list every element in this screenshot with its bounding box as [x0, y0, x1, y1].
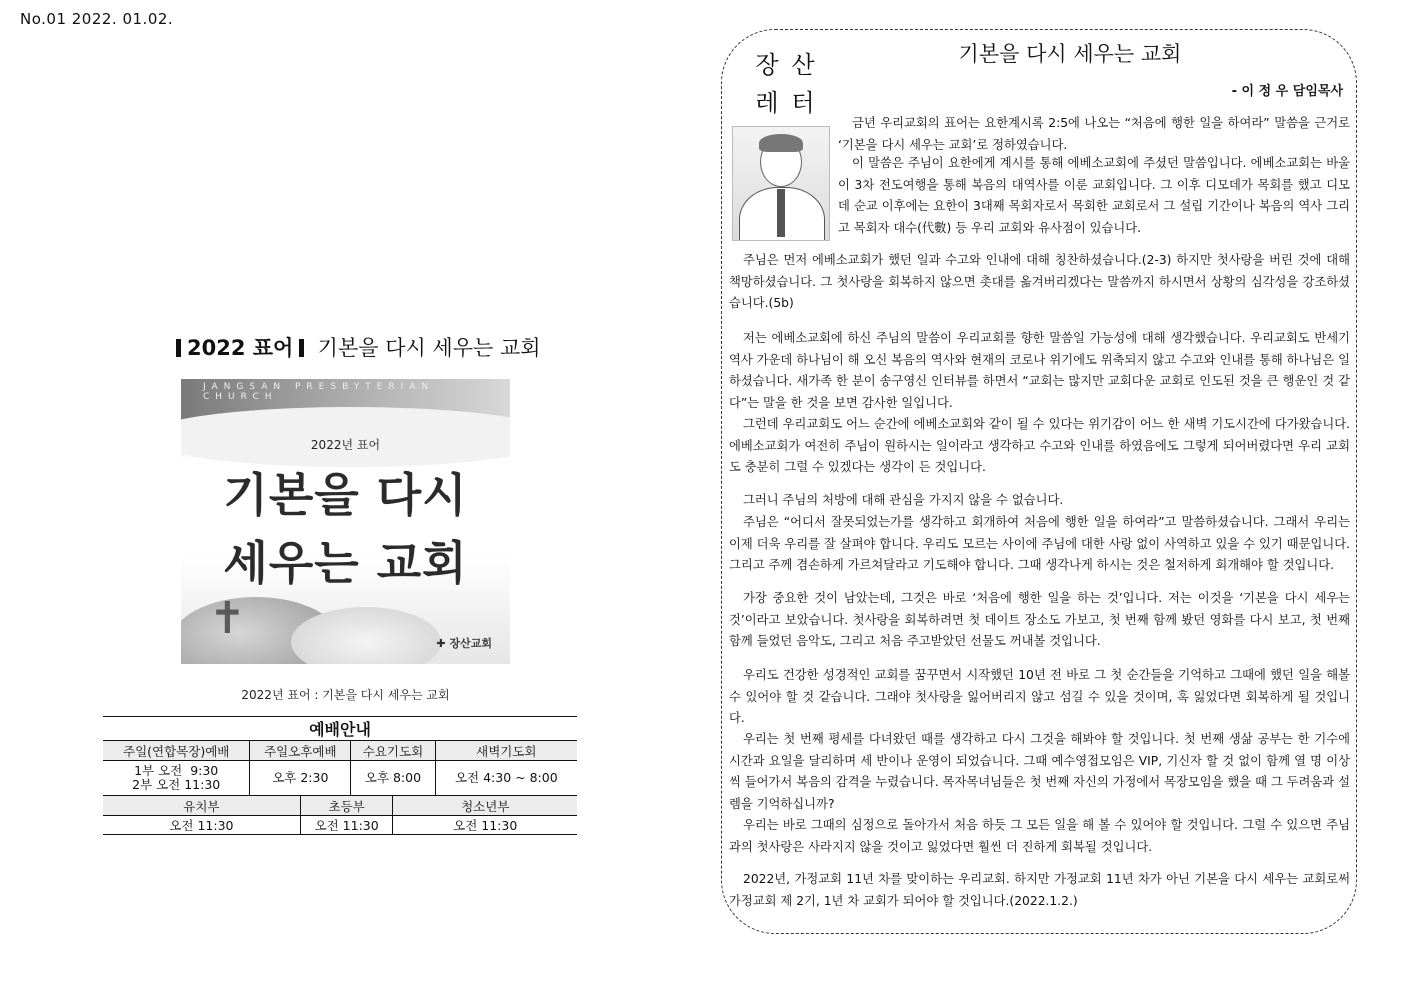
youth-time: 오전 11:30 — [393, 816, 577, 835]
letter-paragraph-11: 우리는 바로 그때의 심정으로 돌아가서 처음 하듯 그 모든 일을 해 볼 수 있어야 할 것입니다. 그럴 수 있으면 주님과의 첫사랑은 사라지지 않을 것이고 잃었다면 훨씬 더 진하게 회복될 것입니다. — [729, 818, 1350, 854]
letter-author: - 이 정 우 담임목사 — [1231, 84, 1343, 99]
worship-title: 예배안내 — [103, 717, 577, 741]
letter-paragraph-4: 저는 에베소교회에 하신 주님의 말씀이 우리교회를 향한 말씀일 가능성에 대해 생각했습니다. 우리교회도 반세기 역사 가운데 하나님이 해 오신 복음의 역사와 현재의 코로나 위기에도 위축되지 않고 수고와 인내를 통해 하나님은 일하셨습니다. 새가족 한 분이 송구영신 인터뷰를 하면서 “교회는 많지만 교회다운 교회로 인도된 것을 큰 행운인 것 같다”는 말을 한 것을 보면 감사한 일입니다. — [729, 331, 1350, 410]
header-youth: 청소년부 — [393, 796, 577, 816]
header-wednesday-prayer: 수요기도회 — [351, 741, 435, 761]
poster-english-text: JANGSAN PRESBYTERIAN CHURCH — [203, 382, 435, 402]
header-sunday-service: 주일(연합목장)예배 — [103, 741, 250, 761]
motto-label: 2022 표어 — [187, 336, 294, 360]
heading-bar-right — [299, 339, 304, 357]
sunday-service-times — [103, 761, 250, 796]
header-elementary: 초등부 — [300, 796, 393, 816]
issue-number: No.01 2022. 01.02. — [20, 10, 174, 28]
dawn-time: 오전 4:30 ~ 8:00 — [435, 761, 577, 796]
letter-title: 기본을 다시 세우는 교회 — [958, 42, 1182, 66]
poster-line-2: 세우는 교회 — [223, 536, 468, 590]
tag-char-4: 터 — [791, 89, 815, 117]
cross-icon: ✝ — [209, 593, 246, 644]
motto-poster-image — [181, 379, 510, 664]
kindergarten-time: 오전 11:30 — [103, 816, 300, 835]
poster-line-1: 기본을 다시 — [223, 468, 468, 522]
letter-paragraph-3: 주님은 먼저 에베소교회가 했던 일과 수고와 인내에 대해 칭찬하셨습니다.(2-3) 하지만 첫사랑을 버린 것에 대해 책망하셨습니다. 그 첫사랑을 회복하지 않으면 촛대를 옮겨버리겠다는 말씀까지 하시면서 상황의 심각성을 강조하셨습니다.(5b) — [729, 253, 1350, 310]
letter-paragraph-2: 이 말씀은 주님이 요한에게 계시를 통해 에베소교회에 주셨던 말씀입니다. 에베소교회는 바울이 3차 전도여행을 통해 복음의 대역사를 이룬 교회입니다. 그 이후 디모데가 목회를 했고 디모데 순교 이후에는 요한이 3대째 목회자로서 목회한 교회로서 그 설립 기간이나 복음의 역사 그리고 목회자 대수(代數) 등 우리 교회와 유사점이 있습니다. — [838, 156, 1350, 235]
poster-year-label: 2022년 표어 — [310, 438, 381, 452]
tag-char-3: 레 — [755, 89, 779, 117]
poster-caption: 2022년 표어 : 기본을 다시 세우는 교회 — [241, 688, 450, 702]
letter-paragraph-12: 2022년, 가정교회 11년 차를 맞이하는 우리교회. 하지만 가정교회 11년 차가 아닌 기본을 다시 세우는 교회로써 가정교회 제 2기, 1년 차 교회가 되어야 할 것입니다.(2022.1.2.) — [729, 872, 1350, 908]
letter-paragraph-6: 그러니 주님의 처방에 대해 관심을 가지지 않을 수 없습니다. — [743, 493, 1064, 507]
letter-paragraph-10: 우리는 첫 번째 평세를 다녀왔던 때를 생각하고 다시 그것을 해봐야 할 것입니다. 첫 번째 생삶 공부는 한 기수에 시간과 요일을 달리하며 세 반이나 운영이 되었습니다. 그때 예수영접모임은 VIP, 기신자 할 것 없이 함께 열 명 이상씩 들어가서 복음의 감격을 누렸습니다. 목자목녀님들은 첫 번째 자신의 가정에서 목장모임을 했을 때 그 두려움과 설렘을 기억하십니까? — [729, 732, 1350, 811]
heading-bar-left — [176, 339, 181, 357]
header-sunday-afternoon: 주일오후예배 — [250, 741, 351, 761]
elementary-time: 오전 11:30 — [300, 816, 393, 835]
letter-paragraph-9: 우리도 건강한 성경적인 교회를 꿈꾸면서 시작했던 10년 전 바로 그 첫 순간들을 기억하고 그때에 했던 일을 해볼 수 있어야 할 것 같습니다. 그래야 첫사랑을 잃어버리지 않고 섬길 수 있을 것이며, 혹 잃었다면 회복하게 될 것입니다. — [729, 668, 1350, 725]
portrait-hair — [759, 134, 803, 152]
poster-church-name — [436, 635, 492, 651]
sunday-second-service: 2부 오전 11:30 — [132, 777, 221, 792]
motto-heading — [170, 332, 541, 362]
wednesday-time: 오후 8:00 — [351, 761, 435, 796]
worship-schedule-table — [103, 716, 577, 835]
tag-char-1: 장 — [755, 51, 779, 79]
church-logo-icon: ✚ — [436, 637, 446, 650]
letter-paragraph-5: 그런데 우리교회도 어느 순간에 에베소교회와 같이 될 수 있다는 위기감이 어느 한 새벽 기도시간에 다가왔습니다. 에베소교회가 여전히 주님이 원하시는 일이라고 생각하고 수고와 인내를 하였음에도 그렇게 되어버렸다면 우리 교회도 충분히 그럴 수 있겠다는 생각이 든 것입니다. — [729, 417, 1350, 474]
letter-paragraph-1: 금년 우리교회의 표어는 요한계시록 2:5에 나오는 “처음에 행한 일을 하여라” 말씀을 근거로 ‘기본을 다시 세우는 교회’로 정하였습니다. — [838, 116, 1350, 152]
sunday-afternoon-time: 오후 2:30 — [250, 761, 351, 796]
header-kindergarten: 유치부 — [103, 796, 300, 816]
letter-paragraph-8: 가장 중요한 것이 남았는데, 그것은 바로 ‘처음에 행한 일을 하는 것’입니다. 저는 이것을 ‘기본을 다시 세우는 것’이라고 보았습니다. 첫사랑을 회복하려면 첫 데이트 장소도 가보고, 첫 번째 함께 봤던 영화를 다시 보고, 첫 번째 함께 들었던 음악도, 그리고 처음 주고받았던 선물도 꺼내볼 것입니다. — [729, 591, 1350, 648]
portrait-tie — [777, 189, 785, 237]
sunday-first-service: 1부 오전 9:30 — [134, 763, 219, 778]
pastor-portrait — [732, 126, 830, 241]
poster-church-label: 장산교회 — [449, 637, 492, 650]
header-dawn-prayer: 새벽기도회 — [435, 741, 577, 761]
tag-char-2: 산 — [791, 51, 815, 79]
motto-title: 기본을 다시 세우는 교회 — [317, 336, 541, 360]
letter-paragraph-7: 주님은 “어디서 잘못되었는가를 생각하고 회개하여 처음에 행한 일을 하여라”고 말씀하셨습니다. 그래서 우리는 이제 더욱 우리를 잘 살펴야 합니다. 우리도 모르는 사이에 주님에 대한 사랑 없이 사역하고 있을 수 있기 때문입니다. 그리고 주께 겸손하게 가르쳐달라고 기도해야 합니다. 그때 생각나게 하시는 것은 철저하게 회개해야 할 것입니다. — [729, 515, 1350, 572]
